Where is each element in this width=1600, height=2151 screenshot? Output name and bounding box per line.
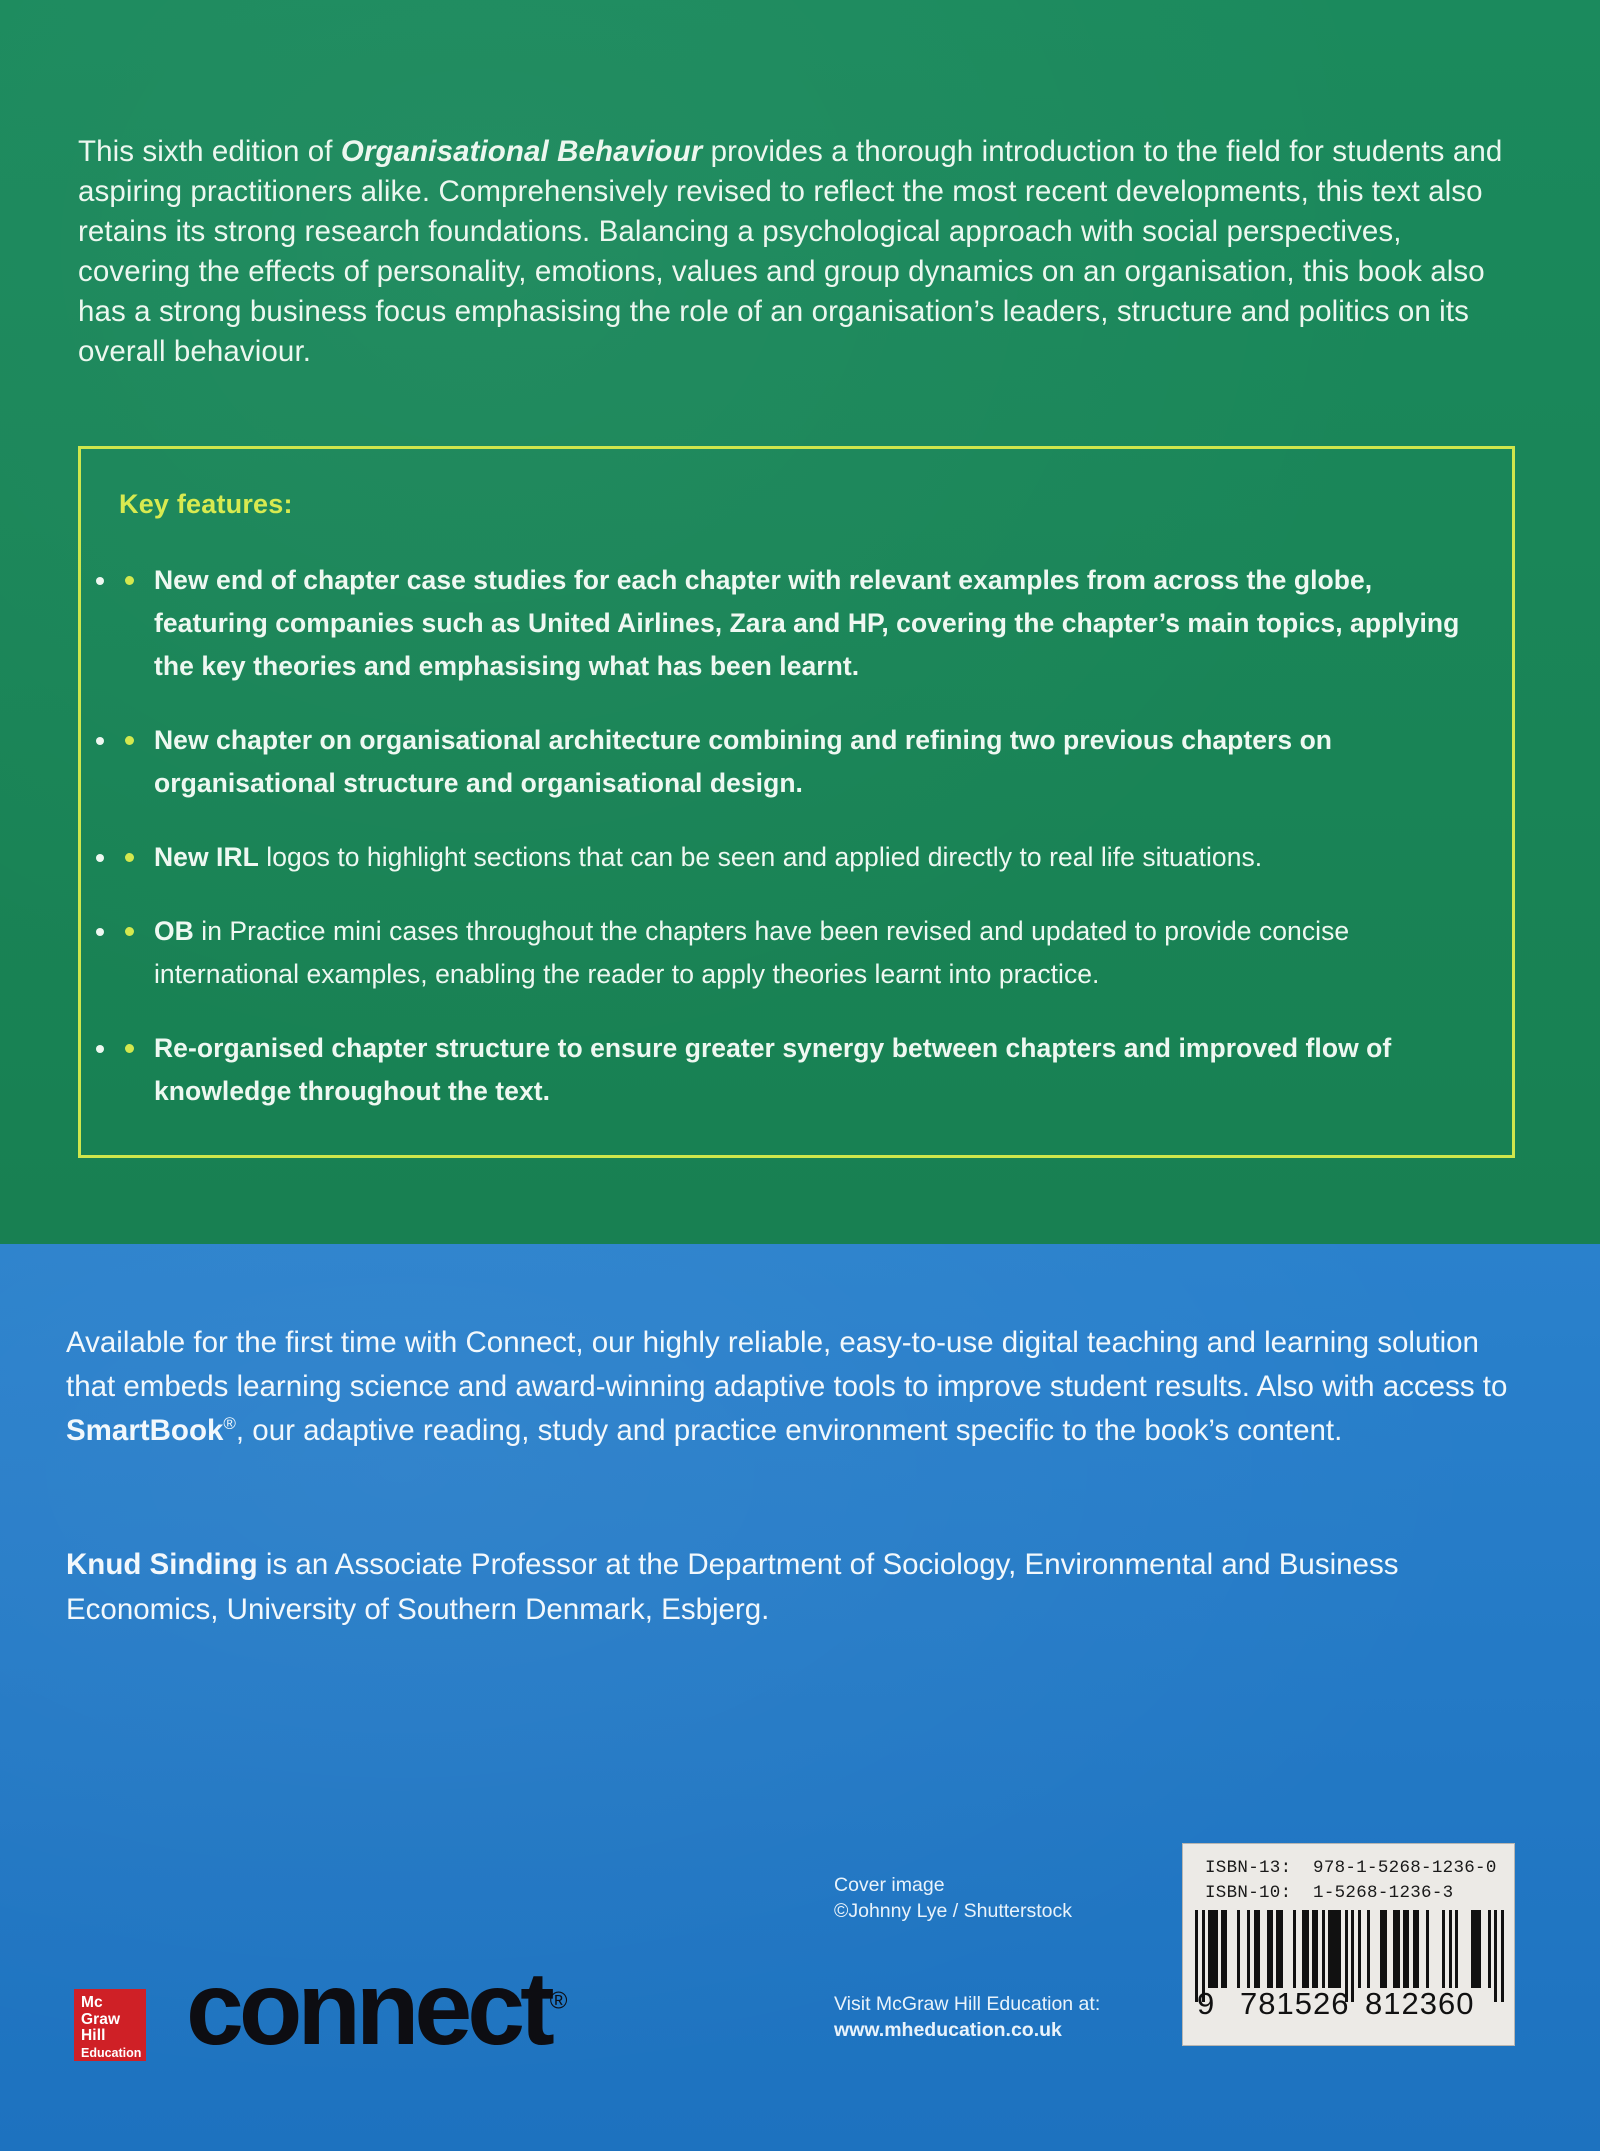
visit-label: Visit McGraw Hill Education at: [834, 1993, 1101, 2015]
intro-part-2: provides a thorough introduction to the field for students and aspiring practitioners alike. Comprehensively revised to reflect the most recent developments, this text also retains its strong research foundations. Balancing a psychological approach with social perspectives, covering the effects of personality, emotions, values and group dynamics on an organisation, this book also has a strong business focus emphasising the role of an organisation’s leaders, structure and politics on its overall behaviour. [78, 135, 1503, 368]
connect-paragraph [66, 1321, 1521, 1453]
barcode [1195, 1910, 1504, 2035]
key-features-list [119, 559, 1492, 1113]
list-item-lead: New IRL [154, 842, 259, 872]
list-item-text: Re-organised chapter structure to ensure greater synergy between chapters and improved flow of knowledge throughout the text. [154, 1033, 1392, 1106]
connect-registered-mark: ® [549, 1987, 568, 2015]
cover-image-credit [834, 1872, 1072, 1924]
key-features-box [78, 446, 1515, 1158]
barcode-group-2: 812360 [1365, 1986, 1475, 2021]
isbn-text-block [1205, 1856, 1497, 1906]
list-item [119, 836, 1492, 879]
intro-paragraph [78, 132, 1515, 372]
list-item [119, 559, 1492, 688]
barcode-group-1: 781526 [1240, 1986, 1350, 2021]
connect-wordmark [186, 1951, 568, 2067]
author-bio-text: is an Associate Professor at the Department of Sociology, Environmental and Business Economics, University of Southern Denmark, Esbjerg. [66, 1548, 1399, 1626]
list-item [119, 719, 1492, 805]
mcgraw-logo-line-1: Mc [81, 1994, 103, 2011]
isbn10-label: ISBN-10: [1205, 1883, 1292, 1903]
list-item-text: in Practice mini cases throughout the chapters have been revised and updated to provide concise international examples, enabling the reader to apply theories learnt into practice. [154, 916, 1350, 989]
connect-part-1: Available for the first time with Connect, our highly reliable, easy-to-use digital teaching and learning solution that embeds learning science and award-winning adaptive tools to improve student results. Also with access to [66, 1326, 1508, 1403]
list-item-text: New chapter on organisational architecture combining and refining two previous chapters on organisational structure and organisational design. [154, 725, 1333, 798]
bullet-dot-icon [125, 853, 134, 862]
publisher-website-block [834, 1991, 1100, 2043]
connect-wordmark-text: connect [186, 1951, 550, 2067]
cover-image-label: Cover image [834, 1874, 945, 1896]
list-item [119, 1027, 1492, 1113]
connect-part-2: , our adaptive reading, study and practice environment specific to the book’s content. [235, 1414, 1343, 1447]
author-bio [66, 1542, 1521, 1632]
key-features-heading: Key features: [119, 489, 293, 519]
mcgraw-logo-line-3: Hill [81, 2027, 106, 2044]
cover-image-attribution: ©Johnny Lye / Shutterstock [834, 1900, 1073, 1922]
isbn13-label: ISBN-13: [1205, 1858, 1292, 1878]
list-item-text: New end of chapter case studies for each chapter with relevant examples from across the globe, featuring companies such as United Airlines, Zara and HP, covering the chapter’s main topics, applying the key theories and emphasising what has been learnt. [154, 565, 1460, 681]
book-title-emphasis: Organisational Behaviour [340, 135, 703, 168]
mcgraw-logo-line-2: Graw [81, 2010, 121, 2028]
bullet-dot-icon [125, 576, 134, 585]
list-item-lead: OB [154, 916, 194, 946]
registered-mark: ® [223, 1414, 236, 1434]
bullet-dot-icon [125, 1044, 134, 1053]
isbn13-value: 978-1-5268-1236-0 [1313, 1858, 1497, 1878]
barcode-lead-digit: 9 [1197, 1986, 1216, 2021]
mcgraw-logo-line-4: Education [81, 2045, 142, 2060]
bullet-dot-icon [125, 736, 134, 745]
intro-part-1: This sixth edition of [78, 135, 341, 168]
isbn10-value: 1-5268-1236-3 [1313, 1883, 1454, 1903]
list-item [119, 910, 1492, 996]
isbn-barcode-card [1182, 1843, 1515, 2046]
list-item-text: logos to highlight sections that can be seen and applied directly to real life situations. [258, 842, 1263, 872]
publisher-url[interactable]: www.mheducation.co.uk [834, 2019, 1062, 2041]
smartbook-name: SmartBook [66, 1414, 224, 1447]
author-name: Knud Sinding [66, 1548, 258, 1581]
mcgraw-hill-education-logo [74, 1989, 146, 2061]
bullet-dot-icon [125, 927, 134, 936]
